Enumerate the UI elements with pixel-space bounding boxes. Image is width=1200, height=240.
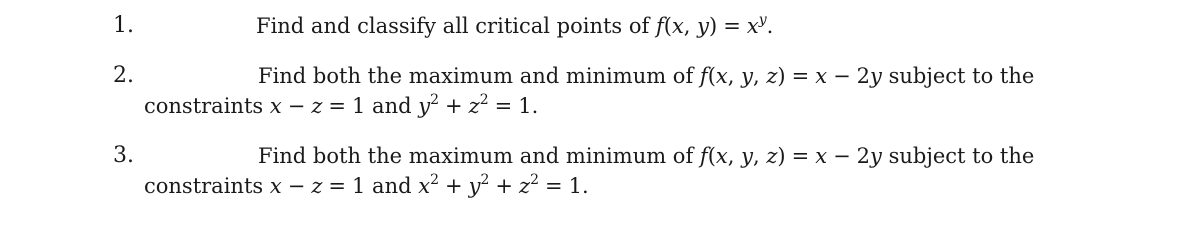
problem-2-constraints-label: constraints bbox=[144, 94, 264, 118]
problem-2-function: f bbox=[699, 64, 708, 88]
problem-3-and: and bbox=[372, 174, 412, 198]
problem-3-function: f bbox=[699, 144, 708, 168]
problem-1-text: Find and classify all critical points of f(x, $y) = x^y$. bbox=[256, 12, 774, 38]
problem-3-intro: Find both the maximum and minimum of bbox=[258, 144, 694, 168]
problem-2-number: 2. bbox=[113, 63, 134, 88]
problem-2-subject: subject to the bbox=[888, 64, 1035, 88]
problem-3-line-2: constraints x − z = 1 and $x^2 + y^2 + z^2 = 1$. bbox=[144, 172, 589, 198]
problem-3-subject: subject to the bbox=[888, 144, 1035, 168]
problem-1-intro: Find and classify all critical points of bbox=[256, 14, 650, 38]
problem-1-function: f bbox=[655, 14, 664, 38]
problem-2-intro: Find both the maximum and minimum of bbox=[258, 64, 694, 88]
problem-3-constraints-label: constraints bbox=[144, 174, 264, 198]
problem-2-line-1: Find both the maximum and minimum of f(x, y, z) = x − 2y subject to the bbox=[258, 64, 1035, 88]
problem-3-number: 3. bbox=[113, 143, 134, 168]
problem-1-number: 1. bbox=[113, 13, 134, 38]
problem-2-and: and bbox=[372, 94, 412, 118]
problem-3-line-1: Find both the maximum and minimum of f(x, y, z) = x − 2y subject to the bbox=[258, 144, 1035, 168]
problem-2-line-2: constraints x − z = 1 and $y^2 + z^2 = 1$. bbox=[144, 92, 539, 118]
